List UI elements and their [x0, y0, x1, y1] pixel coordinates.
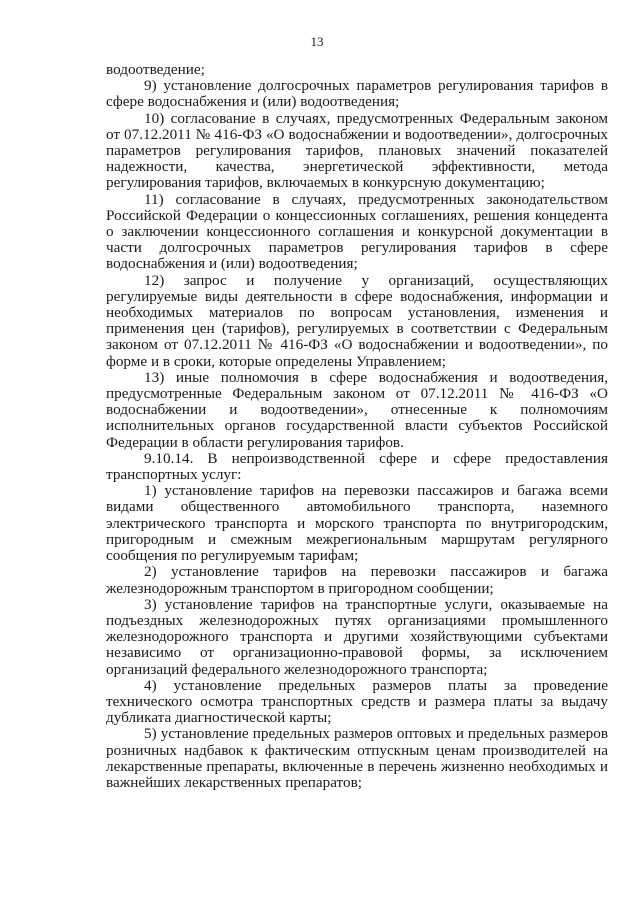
- document-body: [106, 62, 608, 791]
- paragraph-item-11: 11) согласование в случаях, предусмотренных законодательством Российской Федерации о концессионных соглашениях, решения концедента о заключении концессионного соглашения и конкурсной документации в части долгосрочных параметров регулирования тарифов в сфере водоснабжения и (или) водоотведения;: [106, 190, 608, 273]
- paragraph-item-12: 12) запрос и получение у организаций, осуществляющих регулируемые виды деятельности в сфере водоснабжения, информации и необходимых материалов по вопросам установления, изменения и применения цен (тарифов), регулируемых в соответствии с Федеральным законом от 07.12.2011 № 416-ФЗ «О водоснабжении и водоотведении», по форме и в сроки, которые определены Управлением;: [106, 271, 608, 370]
- paragraph-transport-item-4: 4) установление предельных размеров платы за проведение технического осмотра транспортных средств и размера платы за выдачу дубликата диагностической карты;: [106, 676, 608, 727]
- paragraph-item-9: 9) установление долгосрочных параметров регулирования тарифов в сфере водоснабжения и (или) водоотведения;: [106, 77, 608, 111]
- paragraph-item-10: 10) согласование в случаях, предусмотренных Федеральным законом от 07.12.2011 № 416-ФЗ «О водоснабжении и водоотведении», долгосрочных параметров регулирования тарифов, плановых значений показателей надежности, качества, энергетической эффективности, метода регулирования тарифов, включаемых в конкурсную документацию;: [106, 109, 608, 192]
- paragraph-transport-item-5: 5) установление предельных размеров оптовых и предельных размеров розничных надбавок к фактическим отпускным ценам производителей на лекарственные препараты, включенные в перечень жизненно необходимых и важнейших лекарственных препаратов;: [106, 725, 608, 791]
- page-number: 13: [310, 34, 324, 49]
- paragraph-transport-item-2: 2) установление тарифов на перевозки пассажиров и багажа железнодорожным транспортом в пригородном сообщении;: [106, 563, 608, 597]
- paragraph-item-13: 13) иные полномочия в сфере водоснабжения и водоотведения, предусмотренные Федеральным законом от 07.12.2011 № 416-ФЗ «О водоснабжении и водоотведении», отнесенные к полномочиям исполнительных органов государственной власти субъектов Российской Федерации в области регулирования тарифов.: [106, 368, 608, 451]
- paragraph-continuation: водоотведение;: [106, 61, 205, 78]
- paragraph-transport-item-1: 1) установление тарифов на перевозки пассажиров и багажа всеми видами общественного автомобильного транспорта, наземного электрического транспорта и морского транспорта по внутригородским, пригородным и смежным межрегиональным маршрутам регулярного сообщения по регулируемым тарифам;: [106, 482, 608, 565]
- paragraph-transport-item-3: 3) установление тарифов на транспортные услуги, оказываемые на подъездных железнодорожных путях организациями промышленного железнодорожного транспорта и другими хозяйствующими субъектами независимо от организационно-правовой формы, за исключением организаций федерального железнодорожного транспорта;: [106, 595, 608, 678]
- section-heading-9-10-14: 9.10.14. В непроизводственной сфере и сфере предоставления транспортных услуг:: [106, 449, 608, 484]
